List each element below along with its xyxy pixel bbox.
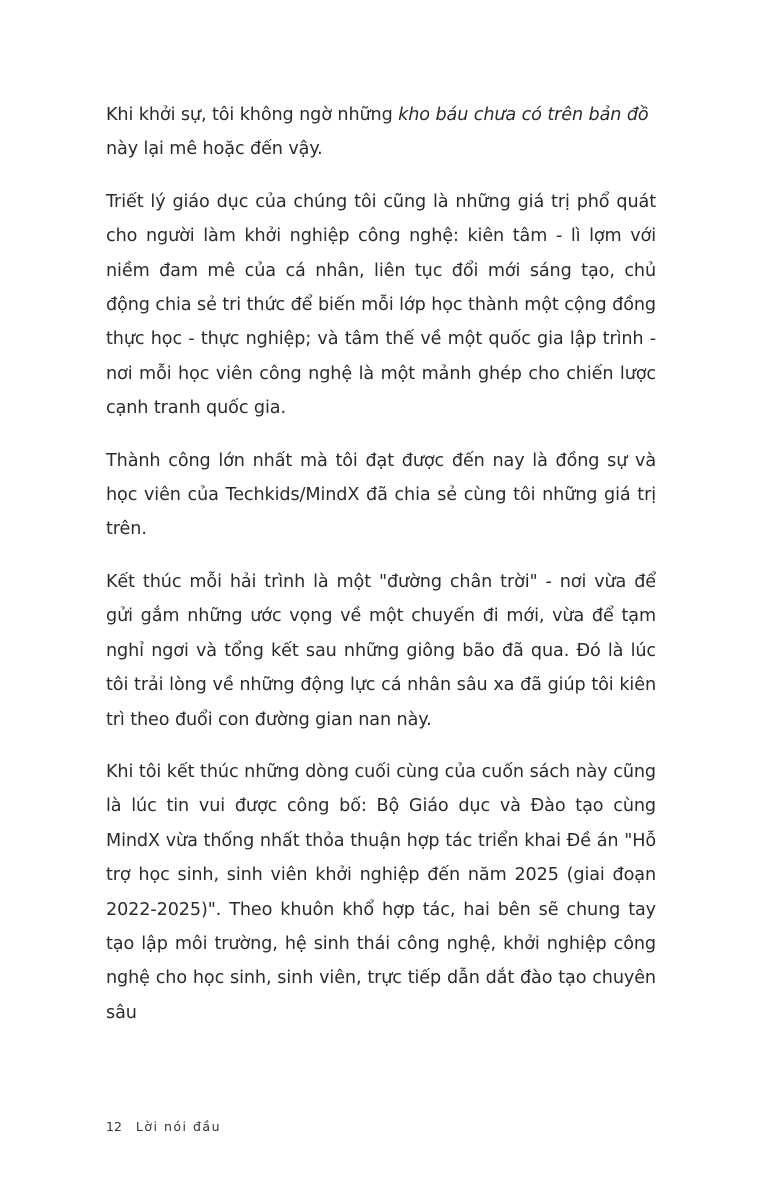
- paragraph-1-start: Khi khởi sự, tôi không ngờ những: [106, 105, 399, 125]
- running-title: Lời nói đầu: [135, 1119, 221, 1134]
- page-number: 12: [106, 1119, 122, 1134]
- paragraph-4: Kết thúc mỗi hải trình là một "đường chân trời" - nơi vừa để gửi gắm những ước vọng về một chuyến đi mới, vừa để tạm nghỉ ngơi và tổng kết sau những giông bão đã qua. Đó là lúc tôi trải lòng về những động lực cá nhân sâu xa đã giúp tôi kiên trì theo đuổi con đường gian nan này.: [106, 571, 656, 730]
- paragraph-1-end: này lại mê hoặc đến vậy.: [106, 139, 323, 160]
- page-footer: [106, 1119, 221, 1134]
- paragraph-3: Thành công lớn nhất mà tôi đạt được đến nay là đồng sự và học viên của Techkids/MindX đã chia sẻ cùng tôi những giá trị trên.: [106, 450, 656, 540]
- paragraph-5: Khi tôi kết thúc những dòng cuối cùng của cuốn sách này cũng là lúc tin vui được công bố: Bộ Giáo dục và Đào tạo cùng MindX vừa thống nhất thỏa thuận hợp tác triển khai Đề án "Hỗ trợ học sinh, sinh viên khởi nghiệp đến năm 2025 (giai đoạn 2022-2025)". Theo khuôn khổ hợp tác, hai bên sẽ chung tay tạo lập môi trường, hệ sinh thái công nghệ, khởi nghiệp công nghệ cho học sinh, sinh viên, trực tiếp dẫn dắt đào tạo chuyên sâu: [106, 761, 656, 1023]
- paragraph-1-italic: kho báu chưa có trên bản đồ: [398, 105, 649, 125]
- paragraph-2: Triết lý giáo dục của chúng tôi cũng là những giá trị phổ quát cho người làm khởi nghiệp công nghệ: kiên tâm - lì lợm với niềm đam mê của cá nhân, liên tục đổi mới sáng tạo, chủ động chia sẻ tri thức để biến mỗi lớp học thành một cộng đồng thực học - thực nghiệp; và tâm thế về một quốc gia lập trình - nơi mỗi học viên công nghệ là một mảnh ghép cho chiến lược cạnh tranh quốc gia.: [106, 191, 656, 419]
- paragraph-1: [106, 98, 656, 167]
- page-body: [106, 98, 656, 1048]
